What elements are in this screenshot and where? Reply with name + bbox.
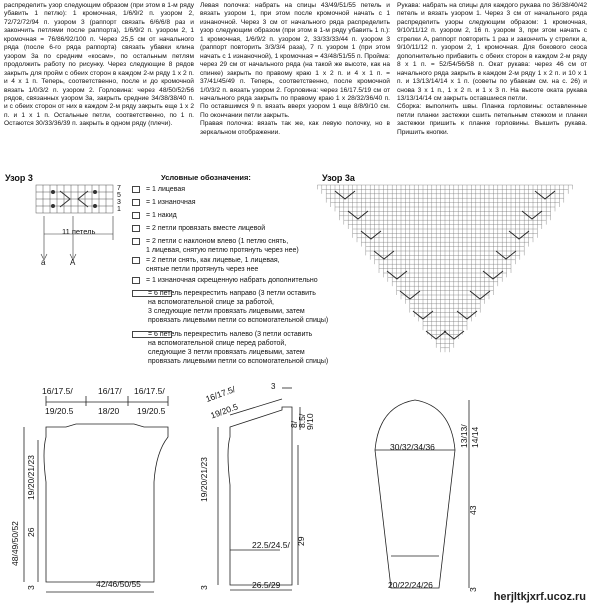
legend-item: = 1 изнаночная скрещенную набрать дополнительно [136, 276, 318, 285]
legend-item: = 2 петли снять, как лицевые, 1 лицевая, снятые петли протянуть через нее [136, 256, 280, 274]
pattern3-chart [36, 185, 116, 217]
pattern3a-chart [325, 183, 587, 363]
row-num: 5 [117, 192, 121, 199]
back-side-height: 26 [26, 527, 36, 537]
front-chest-width: 22.5/24.5/ [252, 540, 290, 550]
pattern3-title: Узор 3 [5, 173, 33, 183]
sleeve-length: 43 [468, 505, 478, 515]
front-neck-depth-2: 8.5/ [297, 413, 307, 428]
sleeve-cuff-height: 3 [468, 587, 478, 592]
back-rib-height: 3 [26, 585, 36, 590]
back-top-right-measure: 16/17.5/ [134, 386, 165, 396]
back-top-mid-measure-2: 18/20 [98, 406, 120, 416]
back-total-height: 48/49/50/52 [10, 521, 20, 566]
back-top-right-measure-2: 19/20.5 [137, 406, 166, 416]
text-column-sleeves: Рукава: набрать на спицы для каждого рукава по 36/38/40/42 петель и вязать узором 1. Через 3 см от начального ряда распределить узоры следующим образом: 1 кромочная, 9/10/11/12 п. узором 2, 16 п. узором 3, при этом начать с стрелки А, раппорт повторить 1 раз и закончить у стрелки а, 9/10/11/12 п. узором 2, 1 кромочная. Для бокового скоса дополнительно прибавить с обеих сторон в каждом 2-м ряду 8 х 1 п. = 52/54/56/58 п. Окат рукава: через 46 см от начального ряда закрыть в каждом 2-м ряду 1 х 2 п. и 10 х 1 п. и 13/13/14/14 х 1 п. (советы по убавкам см. на с. 26) и снова 3 х 1 п., 1 х 2 п. и 1 х 3 п. На высоте оката рукава 13/13/14/14 см закрыть оставшиеся петли. Сборка: выполнить швы. Планка горловины: оставленные петли планки застежки сшить петельным стежком и планки застежки пришить к планке горловины. Вышить рукава. Пришить кнопки. [397, 2, 587, 136]
text-column-left-front: Левая полочка: набрать на спицы 43/49/51/55 петель и вязать узором 1, при этом после кромочной начать с 1 изнаночной. Через 3 см от начального ряда распределить узор следующим образом (при этом в 1-м ряду убавить 1 п.): 1 кромочная, 1/6/9/2 п. узором 2, 33/33/33/44 п. узором 3 (раппорт повторить 3/3/3/4 раза), 7 п. узором 1 (при этом начать с 1 изнаночной), 1 кромочная = 43/48/51/55 п. Пройма: через 29 см от начального ряда (на такой же высоте, как на спинке) закрыть по правому краю 1 х 2 п. и 4 х 1 п. = 37/41/45/49 п. Теперь, соответственно, после кромочной 1/0/3/2 п. вязать узором 2. Горловина: через 16/17.5/19 см от начального ряда закрыть по правому краю 1 х 28/32/36/40 п. По оставшимся 9 п. вязать вверх узором 1 еще 8/8/9/10 см. По окончании петли закрыть. Правая полочка: вязать так же, как левую полочку, но в зеркальном отображении. [200, 2, 390, 136]
sleeve-cap-height-2: 14/14 [470, 426, 480, 448]
text-column-back: распределить узор следующим образом (при этом в 1-м ряду убавить 1 петлю): 1 кромочная, 1/6/9/2 п. узором 2, 72/72/72/94 п. узором 3 (раппорт связать 6/6/6/8 раз и закончить петлями после раппорта), 1/6/9/2 п. узором 2, 1 кромочная = 76/86/92/100 п. Через 25,5 см от начального ряда (после 6-го ряда раппорта) связать убавки клина узором 3а по средним «косам», по остальным петлям продолжить работу по рисунку. Через следующие 8 рядов закрыть для пройм с обеих сторон в каждом 2-м ряду 1 х 2 п. и 4 х 1 п. Теперь, соответственно, после и до кромочной вязать 1/0/3/2 п. узором 2. Горловина: через 48/50/52/56 рядов, связанных узором 3а, закрыть средние 34/38/38/40 п. и с обеих сторон от них в каждом 2-м ряду закрыть еще 1 х 2 п. и 1 х 1 п. Остальные петли, соответственно, по 1 п. Остаются 30/33/36/39 п. закрыть в одном ряду (плечи). [4, 2, 194, 128]
sleeve-bottom-width: 20/22/24/26 [388, 580, 433, 590]
back-top-mid-measure: 16/17/ [98, 386, 122, 396]
back-top-left-measure-2: 19/20.5 [45, 406, 74, 416]
row-num: 1 [117, 206, 121, 213]
front-side-height: 29 [296, 536, 306, 546]
legend-title: Условные обозначения: [161, 173, 251, 182]
sleeve-cap-height: 13/13/ [459, 424, 469, 448]
front-shoulder-slope: 16/17.5/ [204, 384, 237, 404]
front-neck-depth: 8/ [289, 420, 299, 428]
sleeve-width: 30/32/34/36 [390, 442, 435, 452]
pattern3-brackets [36, 216, 126, 266]
back-bottom-width: 42/46/50/55 [96, 579, 141, 589]
legend-item: = 1 накид [136, 211, 177, 220]
legend-item: = 2 петли провязать вместе лицевой [136, 224, 265, 233]
legend-item: = 6 петель перекрестить налево (3 петли оставить на вспомогательной спице перед работой, следующие 3 петли провязать лицевыми, затем провязать лицевыми петли со вспомогательной спицы) [136, 330, 328, 366]
front-rib-height: 3 [199, 585, 209, 590]
pattern3-row-numbers [117, 185, 121, 213]
front-shoulder-slope-2: 19/20.5 [209, 401, 240, 421]
back-top-left-measure: 16/17.5/ [42, 386, 73, 396]
front-bottom-width: 26.5/29 [252, 580, 281, 590]
pattern3a-title: Узор 3а [322, 173, 355, 183]
front-neck-depth-3: 9/10 [305, 413, 315, 430]
back-armhole-height: 19/20/21/23 [26, 455, 36, 500]
arrow-A-label: А [70, 258, 76, 267]
site-watermark: herjltkjxrf.ucoz.ru [493, 591, 586, 603]
legend-item: = 1 лицевая [136, 185, 185, 194]
legend-item: = 1 изнаночная [136, 198, 196, 207]
row-num: 3 [117, 199, 121, 206]
arrow-a-label: а [41, 258, 46, 267]
legend-item: = 6 петель перекрестить направо (3 петли оставить на вспомогательной спице за работой, 3 следующие петли провязать лицевыми, затем провязать лицевыми петли со вспомогательной спицы) [136, 289, 328, 325]
pattern3-repeat-label: 11 петель [62, 227, 96, 236]
front-armhole-height: 19/20/21/23 [199, 457, 209, 502]
legend-item: = 2 петли с наклоном влево (1 петлю снять, 1 лицевая, снятую петлю протянуть через нее) [136, 237, 299, 255]
row-num: 7 [117, 185, 121, 192]
sleeve-schematic [365, 388, 475, 603]
front-placket-width: 3 [271, 382, 276, 391]
